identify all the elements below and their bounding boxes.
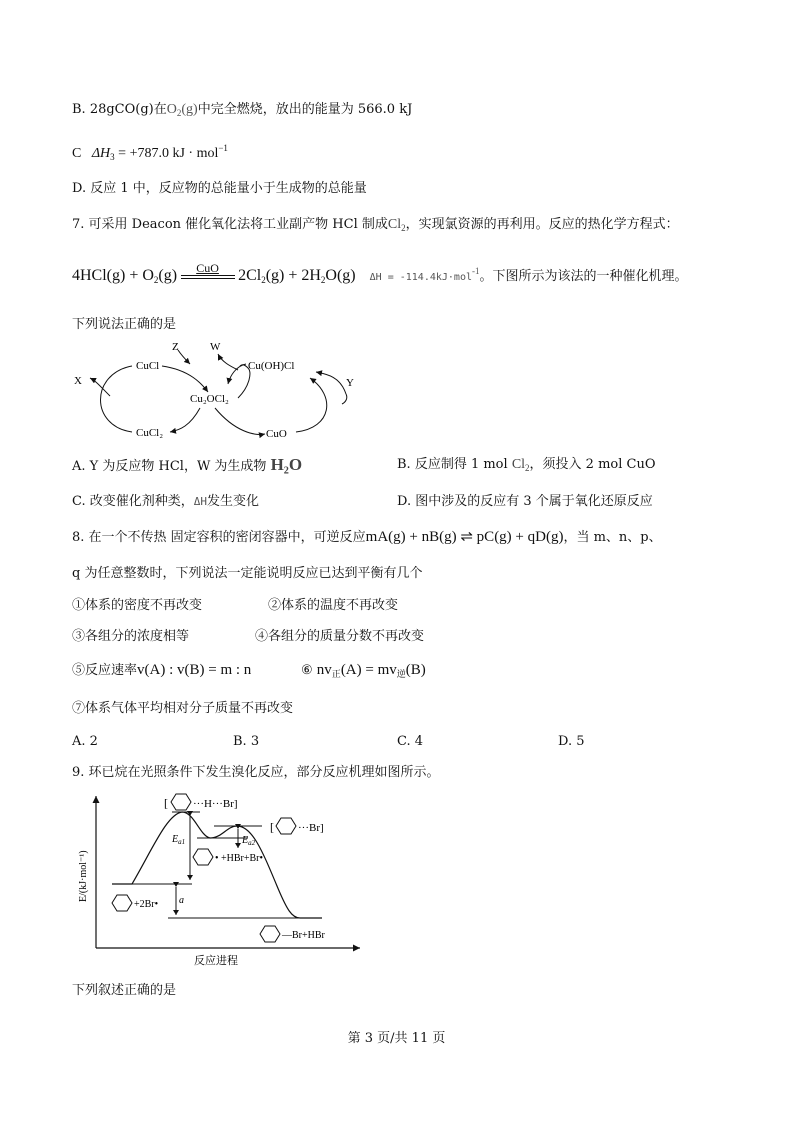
q9-ask: 下列叙述正确的是	[72, 983, 177, 998]
start-label: +2Br•	[134, 899, 159, 910]
node-CuO: CuO	[266, 428, 287, 440]
label-Y: Y	[346, 377, 354, 389]
node-CuCl: CuCl	[136, 360, 160, 372]
label-Z: Z	[172, 341, 179, 353]
q6-option-b: B. 28gCO(g)在$O_2(g)$中完全燃烧，放出的能量为 566.0 kJ	[72, 102, 413, 118]
q7-option-d: D. 图中涉及的反应有 3 个属于氧化还原反应	[397, 494, 653, 509]
page-footer: 第 3 页/共 11 页	[347, 1031, 446, 1046]
ts2-label: ···Br]	[298, 822, 324, 834]
a-label: a	[179, 895, 184, 906]
ea2-label: $E_{a2}$	[242, 835, 256, 847]
ts2-bracket: [	[270, 820, 274, 834]
node-CuOHCl: Cu(OH)Cl	[248, 360, 295, 372]
label-W: W	[210, 341, 221, 353]
q8-condition-4: ④各组分的质量分数不再改变	[255, 629, 425, 644]
q8-option-b: B. 3	[233, 734, 260, 749]
q8-option-c: C. 4	[397, 734, 424, 749]
q7-option-b: B. 反应制得 1 mol $Cl_2$，须投入 2 mol CuO	[397, 457, 656, 473]
q8-condition-6: ⑥ $nv_正(A) = mv_逆(B)$	[301, 662, 426, 679]
q6-option-c: C $\Delta H_3 = +787.0$ kJ · mol$^{-1}$	[72, 143, 228, 162]
q9-stem: 9. 环已烷在光照条件下发生溴化反应，部分反应机理如图所示。	[72, 765, 440, 780]
node-CuCl2: CuCl₂	[136, 427, 164, 439]
q8-condition-5: ⑤反应速率v(A) : v(B) = m : n	[72, 662, 252, 678]
ts1-bracket: [	[164, 796, 168, 810]
q8-option-d: D. 5	[558, 734, 585, 749]
ts1-label: ···H···Br]	[193, 798, 238, 810]
end-label: —Br+HBr	[282, 930, 325, 941]
node-Cu2OCl2: Cu₂OCl₂	[190, 393, 229, 405]
x-axis-label: 反应进程	[194, 954, 238, 967]
q8-option-a: A. 2	[72, 734, 98, 749]
energy-profile-diagram	[72, 790, 372, 968]
q8-condition-1: ①体系的密度不再改变	[72, 598, 203, 613]
q8-stem-line1: 8. 在一个不传热 固定容积的密闭容器中，可逆反应mA(g) + nB(g) ⇌ pC(g) + qD(g)，当 m、n、p、	[72, 529, 662, 545]
q7-equation: $4HCl(g) + O_2(g)$ CuO $2Cl_2(g) + 2H_2O(g)$ ΔH = -114.4kJ·mol$^{-1}$。下图所示为该法的一种催化机理。	[72, 261, 688, 285]
catalytic-cycle-diagram	[70, 336, 370, 448]
q7-option-a: A. Y 为反应物 HCl，W 为生成物 H₂O	[72, 455, 303, 474]
q8-condition-2: ②体系的温度不再改变	[268, 598, 399, 613]
q8-stem-line2: q 为任意整数时，下列说法一定能说明反应已达到平衡有几个	[72, 566, 423, 581]
catalyst-arrow: CuO	[181, 262, 235, 279]
label-X: X	[74, 375, 82, 387]
q7-stem: 7. 可采用 Deacon 催化氧化法将工业副产物 HCl 制成$Cl_2$，实现氯资源的再利用。反应的热化学方程式：	[72, 217, 679, 233]
ea1-label: $E_{a1}$	[172, 834, 186, 846]
intermediate-label: • +HBr+Br•	[215, 853, 264, 864]
q6-option-d: D. 反应 1 中，反应物的总能量小于生成物的总能量	[72, 181, 367, 196]
q7-option-c: C. 改变催化剂种类，ΔH发生变化	[72, 494, 260, 509]
q7-ask: 下列说法正确的是	[72, 317, 177, 332]
q8-condition-7: ⑦体系气体平均相对分子质量不再改变	[72, 701, 294, 716]
y-axis-label: E/(kJ·mol⁻¹)	[78, 850, 89, 902]
q8-condition-3: ③各组分的浓度相等	[72, 629, 190, 644]
